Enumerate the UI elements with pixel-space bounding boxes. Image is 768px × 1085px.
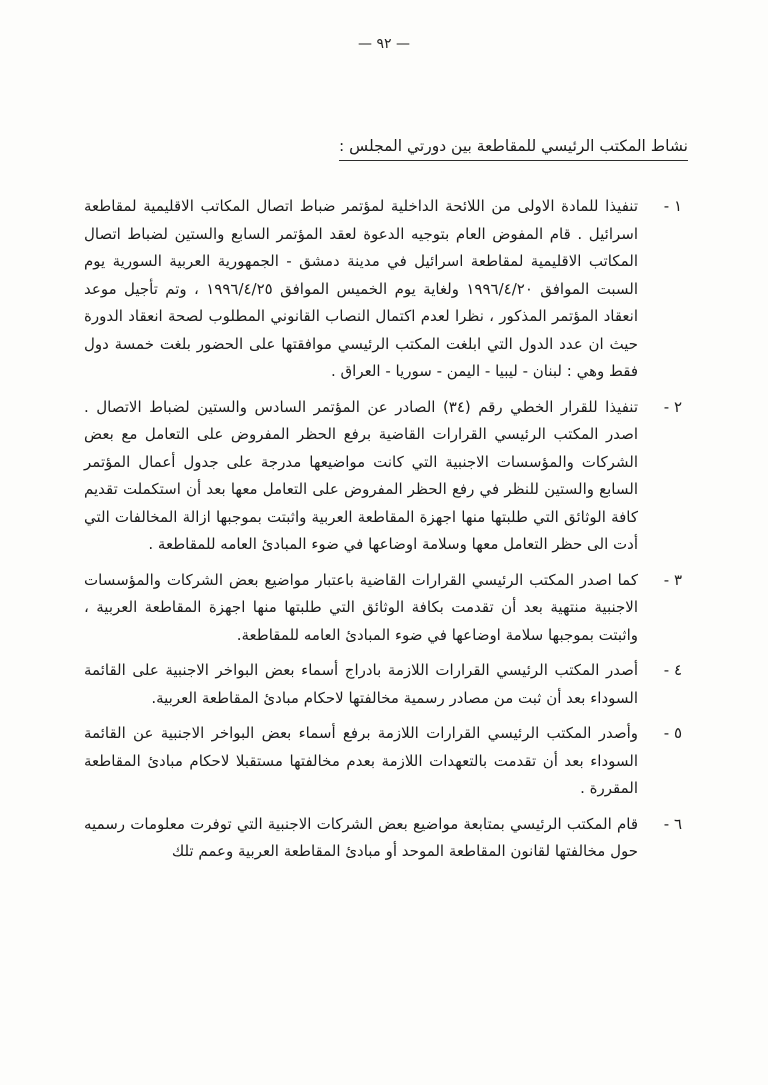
title-row: [0, 136, 688, 161]
item-number: ١ -: [663, 197, 682, 215]
item-number: ٥ -: [663, 724, 682, 742]
item-text: تنفيذا للمادة الاولى من اللائحة الداخلية لمؤتمر ضباط اتصال المكاتب الاقليمية لمقاطعة اسرائيل . قام المفوض العام بتوجيه الدعوة لعقد المؤتمر السابع والستين لضباط اتصال المكاتب الاقليمية لمقاطعة اسرائيل في مدينة دمشق - الجمهورية العربية السورية يوم السبت الموافق ١٩٩٦/٤/٢٠ ولغاية يوم الخميس الموافق ١٩٩٦/٤/٢٥ ، وتم تأجيل موعد انعقاد المؤتمر المذكور ، نظرا لعدم اكتمال النصاب القانوني المطلوب لصحة انعقاد الدورة حيث ان عدد الدول التي ابلغت المكتب الرئيسي موافقتها على الحضور بلغت خمسة دول فقط وهي : لبنان - ليبيا - اليمن - سوريا - العراق .: [84, 197, 639, 380]
item-number: ٤ -: [663, 661, 682, 679]
item-text: كما اصدر المكتب الرئيسي القرارات القاضية باعتبار مواضيع بعض الشركات والمؤسسات الاجنبية منتهية بعد أن تقدمت بكافة الوثائق التي طلبتها منها اجهزة المقاطعة العربية ، واثبتت بموجبها سلامة اوضاعها في ضوء المبادئ العامه للمقاطعة.: [84, 570, 638, 644]
page-number: — ٩٢ —: [358, 36, 410, 52]
item-number: ٢ -: [663, 397, 682, 416]
list-item-1: [84, 193, 682, 386]
list-item-4: [84, 657, 682, 712]
item-text: وأصدر المكتب الرئيسي القرارات اللازمة برفع أسماء بعض البواخر الاجنبية عن القائمة السوداء بعد أن تقدمت بالتعهدات اللازمة بعدم مخالفتها مستقبلا لاحكام مبادئ المقاطعة المقررة .: [84, 724, 638, 797]
item-number: ٣ -: [663, 570, 682, 589]
item-text: تنفيذا للقرار الخطي رقم (٣٤) الصادر عن المؤتمر السادس والستين لضباط الاتصال . اصدر المكتب الرئيسي القرارات القاضية برفع الحظر المفروض على التعامل مع بعض الشركات والمؤسسات الاجنبية التي كانت مواضيعها مدرجة على جدول أعمال المؤتمر السابع والستين للنظر في رفع الحظر المفروض على التعامل معها بعد أن استكملت تقديم كافة الوثائق التي طلبتها منها اجهزة المقاطعة العربية واثبتت بموجبها ازالة المخالفات التي أدت الى حظر التعامل معها وسلامة اوضاعها في ضوء المبادئ العامه للمقاطعة .: [84, 397, 638, 553]
list-item-6: [84, 811, 682, 866]
list-item-2: [84, 394, 682, 559]
list-item-3: [84, 567, 682, 650]
list-item-5: [84, 720, 682, 803]
item-text: قام المكتب الرئيسي بمتابعة مواضيع بعض الشركات الاجنبية التي توفرت معلومات رسميه حول مخالفتها لقانون المقاطعة الموحد أو مبادئ المقاطعة العربية وعمم تلك: [84, 814, 638, 860]
boycott-activity-list: [84, 193, 682, 866]
document-title: نشاط المكتب الرئيسي للمقاطعة بين دورتي المجلس :: [339, 137, 688, 161]
item-number: ٦ -: [663, 814, 682, 833]
item-text: أصدر المكتب الرئيسي القرارات اللازمة بادراج أسماء بعض البواخر الاجنبية على القائمة السوداء بعد أن ثبت من مصادر رسمية مخالفتها لاحكام مبادئ المقاطعة العربية.: [84, 661, 638, 707]
